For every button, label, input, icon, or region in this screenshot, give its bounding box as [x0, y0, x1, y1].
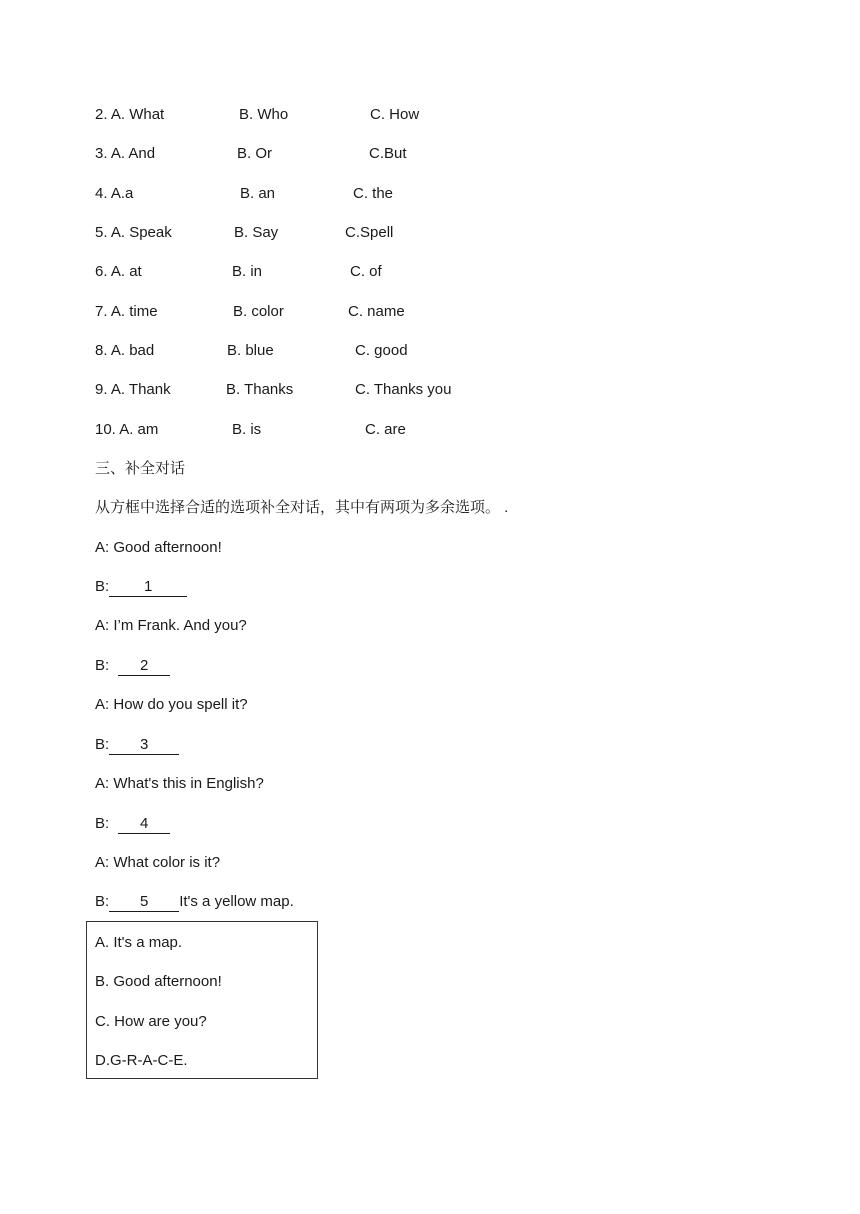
mc-option-c: C. good	[355, 342, 408, 359]
dialogue-line	[95, 734, 179, 756]
answer-blank[interactable]: 5	[109, 893, 179, 912]
mc-option-b: B. an	[240, 185, 276, 202]
answer-blank[interactable]: 2	[118, 657, 170, 676]
mc-item	[95, 183, 495, 205]
section-instruction: 从方框中选择合适的选项补全对话，其中有两项为多余选项。 .	[95, 499, 509, 516]
mc-option-b: B. in	[232, 263, 263, 280]
choice-option: D.G-R-A-C-E.	[95, 1052, 188, 1069]
speaker-label: B:	[95, 578, 110, 595]
mc-item	[95, 379, 495, 401]
answer-blank[interactable]: 1	[109, 578, 187, 597]
speaker-label: A:	[95, 775, 110, 792]
mc-option-c: C. of	[350, 263, 382, 280]
dialogue-text: I’m Frank. And you?	[113, 617, 247, 634]
mc-option-c: C.But	[369, 145, 407, 162]
mc-option-c: C. name	[348, 303, 405, 320]
choices-box	[86, 921, 318, 1079]
mc-option-c: C. How	[370, 106, 420, 123]
dialogue-text: What's this in English?	[113, 775, 264, 792]
answer-blank[interactable]: 3	[109, 736, 179, 755]
mc-item	[95, 340, 495, 362]
speaker-label: B:	[95, 893, 110, 910]
mc-item	[95, 143, 495, 165]
dialogue-text: What color is it?	[113, 854, 221, 871]
dialogue-line	[95, 537, 222, 559]
mc-item	[95, 301, 495, 323]
mc-option-a: 9. A. Thank	[95, 381, 171, 398]
dialogue-text: Good afternoon!	[113, 539, 222, 556]
mc-option-a: 5. A. Speak	[95, 224, 172, 241]
mc-option-b: B. blue	[227, 342, 274, 359]
mc-item	[95, 261, 495, 283]
speaker-label: B:	[95, 736, 110, 753]
speaker-label: A:	[95, 854, 110, 871]
choice-option: A. It's a map.	[95, 934, 183, 951]
mc-option-a: 8. A. bad	[95, 342, 155, 359]
speaker-label: A:	[95, 539, 110, 556]
mc-option-a: 6. A. at	[95, 263, 142, 280]
dialogue-line	[95, 773, 264, 795]
speaker-label: B:	[95, 815, 110, 832]
choice-option: B. Good afternoon!	[95, 973, 222, 990]
dialogue-line	[95, 852, 220, 874]
dialogue-line	[95, 813, 170, 835]
mc-option-b: B. Thanks	[226, 381, 294, 398]
speaker-label: A:	[95, 696, 110, 713]
mc-option-a: 2. A. What	[95, 106, 165, 123]
mc-option-a: 3. A. And	[95, 145, 156, 162]
dialogue-line	[95, 891, 294, 913]
section-heading: 三、补全对话	[95, 460, 186, 477]
speaker-label: B:	[95, 657, 110, 674]
mc-item	[95, 419, 495, 441]
speaker-label: A:	[95, 617, 110, 634]
dialogue-line	[95, 694, 248, 716]
mc-option-c: C. Thanks you	[355, 381, 452, 398]
mc-option-a: 7. A. time	[95, 303, 158, 320]
dialogue-line	[95, 576, 187, 598]
mc-option-c: C. the	[353, 185, 394, 202]
mc-option-b: B. is	[232, 421, 262, 438]
mc-option-b: B. Or	[237, 145, 273, 162]
dialogue-text: It's a yellow map.	[179, 893, 294, 910]
mc-item	[95, 222, 495, 244]
dialogue-line	[95, 615, 247, 637]
dialogue-line	[95, 655, 170, 677]
answer-blank[interactable]: 4	[118, 815, 170, 834]
choice-option: C. How are you?	[95, 1013, 207, 1030]
mc-item	[95, 104, 495, 126]
mc-option-a: 10. A. am	[95, 421, 159, 438]
mc-option-c: C.Spell	[345, 224, 394, 241]
mc-option-b: B. Say	[234, 224, 279, 241]
mc-option-b: B. color	[233, 303, 284, 320]
mc-option-a: 4. A.a	[95, 185, 134, 202]
dialogue-text: How do you spell it?	[113, 696, 248, 713]
mc-option-c: C. are	[365, 421, 406, 438]
mc-option-b: B. Who	[239, 106, 289, 123]
